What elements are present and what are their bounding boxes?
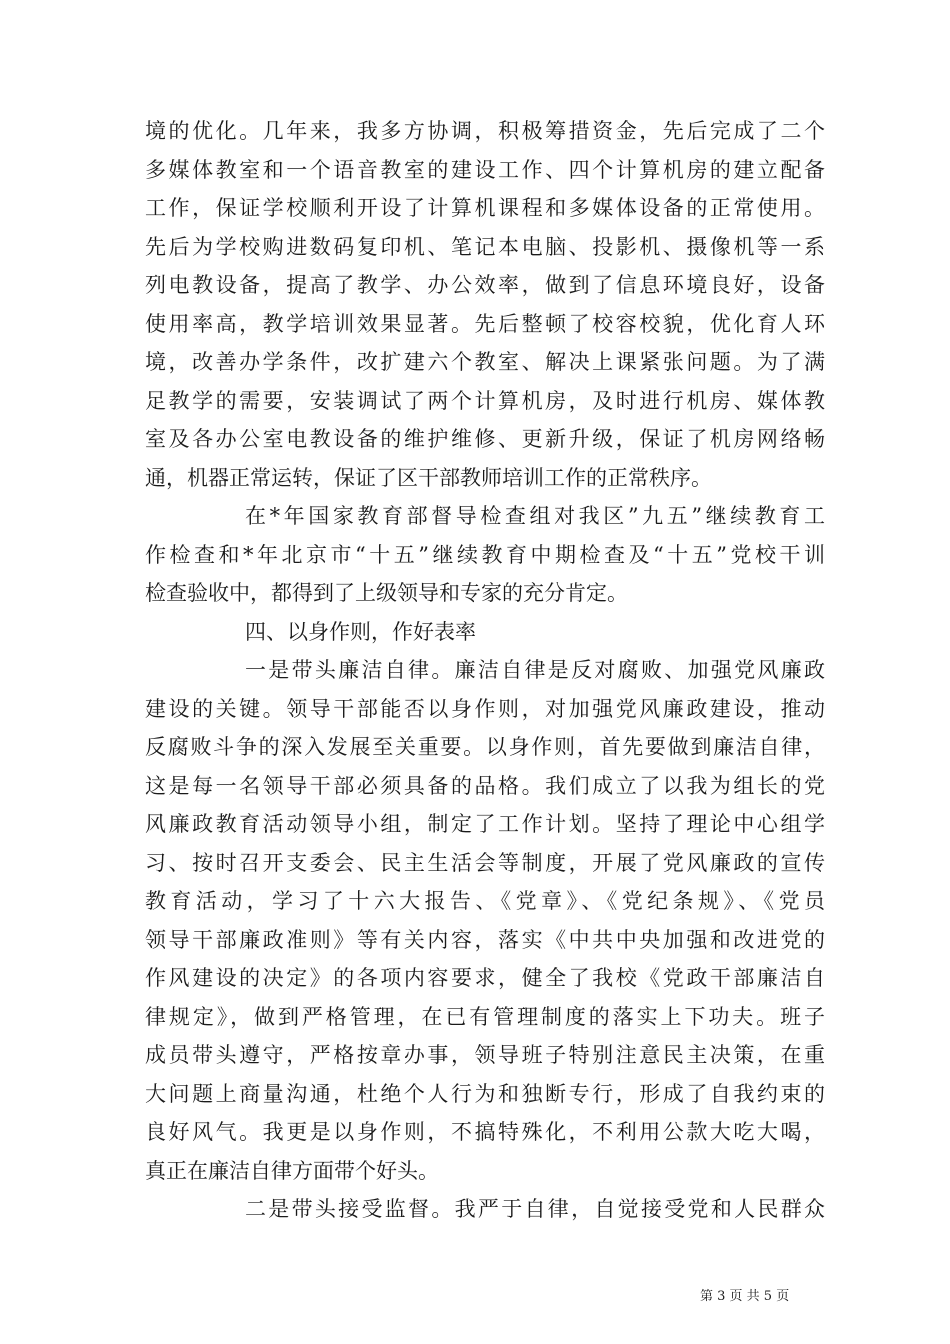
text-line: 境的优化。几年来，我多方协调，积极筹措资金，先后完成了二个: [145, 119, 825, 143]
text-line: 作检查和*年北京市“十五”继续教育中期检查及“十五”党校干训: [145, 542, 825, 567]
body-text: [145, 112, 825, 1229]
text-line: 足教学的需要，安装调试了两个计算机房，及时进行机房、媒体教: [145, 388, 825, 413]
text-line: 多媒体教室和一个语音教室的建设工作、四个计算机房的建立配备: [145, 157, 825, 182]
text-line: 律规定》，做到严格管理，在已有管理制度的落实上下功夫。班子: [145, 1004, 825, 1029]
text-line: 使用率高，教学培训效果显著。先后整顿了校容校貌，优化育人环: [145, 311, 825, 336]
text-line: 列电教设备，提高了教学、办公效率，做到了信息环境良好，设备: [145, 273, 825, 297]
text-line: 风廉政教育活动领导小组，制定了工作计划。坚持了理论中心组学: [145, 812, 825, 836]
text-line: 良好风气。我更是以身作则，不搞特殊化，不利用公款大吃大喝，: [145, 1120, 825, 1144]
page-number-footer: 第 3 页 共 5 页: [700, 1289, 790, 1304]
text-line: 工作，保证学校顺利开设了计算机课程和多媒体设备的正常使用。: [145, 196, 825, 220]
text-line: 习、按时召开支委会、民主生活会等制度，开展了党风廉政的宣传: [145, 850, 825, 875]
text-line: 领导干部廉政准则》等有关内容，落实《中共中央加强和改进党的: [145, 927, 825, 952]
text-line: 先后为学校购进数码复印机、笔记本电脑、投影机、摄像机等一系: [145, 234, 825, 259]
text-line: 大问题上商量沟通，杜绝个人行为和独断专行，形成了自我约束的: [145, 1081, 825, 1106]
text-line: 反腐败斗争的深入发展至关重要。以身作则，首先要做到廉洁自律，: [145, 735, 825, 759]
text-line: 教育活动，学习了十六大报告、《党章》、《党纪条规》、《党员: [145, 889, 825, 913]
paragraph-start-line: 二是带头接受监督。我严于自律，自觉接受党和人民群众: [245, 1197, 825, 1221]
text-line: 建设的关键。领导干部能否以身作则，对加强党风廉政建设，推动: [145, 696, 825, 721]
text-line: 成员带头遵守，严格按章办事，领导班子特别注意民主决策，在重: [145, 1043, 825, 1067]
paragraph-start-line: 在*年国家教育部督导检查组对我区”九五”继续教育工: [245, 504, 825, 528]
text-line: 通，机器正常运转，保证了区干部教师培训工作的正常秩序。: [145, 465, 712, 490]
text-line: 检查验收中，都得到了上级领导和专家的充分肯定。: [145, 581, 628, 605]
text-line: 真正在廉洁自律方面带个好头。: [145, 1158, 439, 1183]
text-line: 境，改善办学条件，改扩建六个教室、解决上课紧张问题。为了满: [145, 350, 825, 374]
section-heading: 四、以身作则，作好表率: [245, 619, 476, 644]
paragraph-start-line: 一是带头廉洁自律。廉洁自律是反对腐败、加强党风廉政: [245, 658, 825, 682]
text-line: 室及各办公室电教设备的维护维修、更新升级，保证了机房网络畅: [145, 427, 825, 451]
text-line: 作风建设的决定》的各项内容要求，健全了我校《党政干部廉洁自: [145, 966, 825, 990]
text-line: 这是每一名领导干部必须具备的品格。我们成立了以我为组长的党: [145, 773, 825, 798]
